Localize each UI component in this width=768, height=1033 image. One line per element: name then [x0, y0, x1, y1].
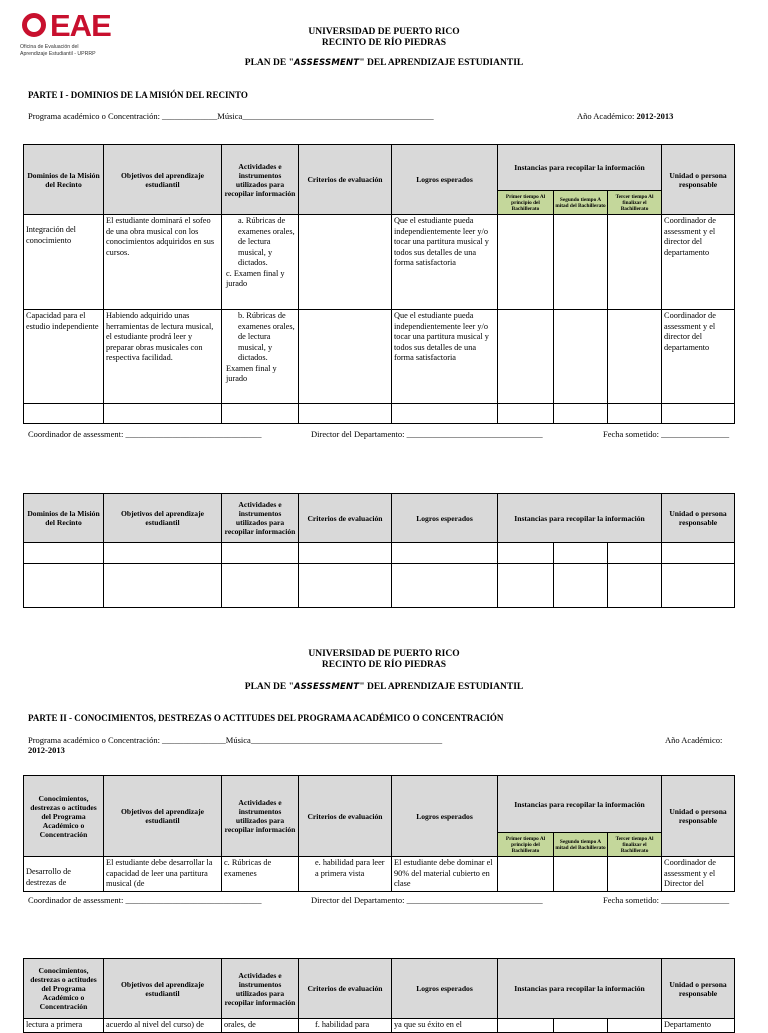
- table-row: [24, 404, 735, 424]
- table-row: [24, 310, 735, 404]
- objetivo-cell: El estudiante dominará el sofeo de una obra musical con los conocimientos adquiridos en sus cursos.: [104, 215, 222, 310]
- header-logros: Logros esperados: [392, 776, 498, 857]
- header-objetivos: Objetivos del aprendizaje estudiantil: [104, 494, 222, 543]
- unidad-cell: Departamento: [662, 1019, 735, 1033]
- objetivo-cell: Habiendo adquirido unas herramientas de lectura musical, el estudiante prodrá leer y preparar obras musicales con respectiva facilidad.: [104, 310, 222, 404]
- header-conocimientos: Conocimientos, destrezas o actitudes del Programa Académico o Concentración: [24, 776, 104, 857]
- actividades-text: a. Rúbricas de examenes orales, de lectura musical, y dictados.: [238, 216, 295, 267]
- header-unidad: Unidad o persona responsable: [662, 145, 735, 215]
- header-criterios: Criterios de evaluación: [299, 776, 392, 857]
- criterios-cell: [299, 310, 392, 404]
- header-tercer-tiempo: Tercer tiempo Al finalizar el Bachillerato: [608, 191, 662, 215]
- director-signature-line-2: Director del Departamento: ________________________________: [311, 895, 543, 905]
- actividades-cell: [222, 310, 299, 404]
- header-criterios: Criterios de evaluación: [299, 494, 392, 543]
- fecha-sometido-line: Fecha sometido: ________________: [603, 429, 730, 439]
- objetivo-cell: El estudiante debe desarrollar la capacidad de leer una partitura musical (de: [104, 857, 222, 892]
- actividades-cell: c. Rúbricas de examenes: [222, 857, 299, 892]
- logo-subtitle-2: Aprendizaje Estudiantil - UPRRP: [20, 51, 96, 57]
- university-name-2: UNIVERSIDAD DE PUERTO RICO: [308, 649, 460, 659]
- header-instancias: Instancias para recopilar la información: [498, 494, 662, 543]
- table-row: [24, 543, 735, 564]
- assessment-table-1: [23, 144, 735, 424]
- instancia-3-cell: [608, 310, 662, 404]
- actividades-cell: [222, 215, 299, 310]
- program-line-2: Programa académico o Concentración: _______________Música_____________________________________________: [28, 735, 443, 745]
- university-name: UNIVERSIDAD DE PUERTO RICO: [308, 27, 460, 37]
- header-unidad: Unidad o persona responsable: [662, 959, 735, 1019]
- plan-title-c: " DEL APRENDIZAJE ESTUDIANTIL: [359, 58, 524, 68]
- academic-year: [577, 111, 673, 121]
- plan-title-a: PLAN DE ": [244, 682, 294, 692]
- header-actividades: Actividades e instrumentos utilizados para recopilar información: [222, 145, 299, 215]
- academic-year-value-2: 2012-2013: [28, 745, 65, 755]
- header-instancias: Instancias para recopilar la información: [498, 776, 662, 833]
- parte-ii-heading: PARTE II - CONOCIMIENTOS, DESTREZAS O ACTITUDES DEL PROGRAMA ACADÉMICO O CONCENTRACIÓN: [28, 713, 504, 723]
- unidad-cell: Coordinador de assessment y el director del departamento: [662, 215, 735, 310]
- objetivo-cell: acuerdo al nivel del curso) de: [104, 1019, 222, 1033]
- campus-name: RECINTO DE RÍO PIEDRAS: [321, 38, 447, 48]
- campus-name-2: RECINTO DE RÍO PIEDRAS: [321, 660, 447, 670]
- plan-title-b: ASSESSMENT: [293, 682, 360, 692]
- header-logros: Logros esperados: [392, 959, 498, 1019]
- instancia-2-cell: [554, 310, 608, 404]
- criterios-cell: e. habilidad para leer a primera vista: [299, 857, 392, 892]
- instancia-1-cell: [498, 215, 554, 310]
- header-actividades: Actividades e instrumentos utilizados para recopilar información: [222, 776, 299, 857]
- table-row: [24, 215, 735, 310]
- director-signature-line: Director del Departamento: ________________________________: [311, 429, 543, 439]
- header-primer-tiempo: Primer tiempo Al principio del Bachillerato: [498, 191, 554, 215]
- instancia-2-cell: [554, 215, 608, 310]
- header-unidad: Unidad o persona responsable: [662, 776, 735, 857]
- header-unidad: Unidad o persona responsable: [662, 494, 735, 543]
- logros-cell: Que el estudiante pueda independientemente leer y/o tocar una partitura musical y todos sus detalles de una forma satisfactoria: [392, 310, 498, 404]
- table-row: [24, 564, 735, 608]
- plan-title: [0, 58, 768, 68]
- header-actividades: Actividades e instrumentos utilizados para recopilar información: [222, 959, 299, 1019]
- header-logros: Logros esperados: [392, 145, 498, 215]
- logo-subtitle-1: Oficina de Evaluación del: [20, 44, 79, 50]
- header-criterios: Criterios de evaluación: [299, 145, 392, 215]
- fecha-sometido-line-2: Fecha sometido: ________________: [603, 895, 730, 905]
- actividades-extra: c. Examen final y jurado: [226, 268, 285, 288]
- header-segundo-tiempo: Segundo tiempo A mitad del Bachillerato: [554, 833, 608, 857]
- assessment-table-3: [23, 775, 735, 892]
- dominio-cell: Capacidad para el estudio independiente: [24, 310, 104, 404]
- header-logros: Logros esperados: [392, 494, 498, 543]
- academic-year-label: Año Académico:: [577, 111, 637, 121]
- actividades-text: b. Rúbricas de examenes orales, de lectura musical, y dictados.: [238, 311, 295, 362]
- parte-heading: PARTE I - DOMINIOS DE LA MISIÓN DEL RECINTO: [28, 90, 248, 100]
- unidad-cell: Coordinador de assessment y el director del departamento: [662, 310, 735, 404]
- conocimiento-cell: Desarrollo de destrezas de: [24, 857, 104, 892]
- header-conocimientos: Conocimientos, destrezas o actitudes del Programa Académico o Concentración: [24, 959, 104, 1019]
- header-objetivos: Objetivos del aprendizaje estudiantil: [104, 959, 222, 1019]
- assessment-table-2: [23, 493, 735, 608]
- unidad-cell: Coordinador de assessment y el Director del: [662, 857, 735, 892]
- logros-cell: El estudiante debe dominar el 90% del material cubierto en clase: [392, 857, 498, 892]
- header-segundo-tiempo: Segundo tiempo A mitad del Bachillerato: [554, 191, 608, 215]
- header-instancias: Instancias para recopilar la información: [498, 959, 662, 1019]
- table-row: [24, 1019, 735, 1033]
- header-criterios: Criterios de evaluación: [299, 959, 392, 1019]
- actividades-extra: Examen final y jurado: [226, 363, 277, 383]
- assessment-table-4: [23, 958, 735, 1033]
- header-instancias: Instancias para recopilar la información: [498, 145, 662, 191]
- header-actividades: Actividades e instrumentos utilizados para recopilar información: [222, 494, 299, 543]
- plan-title-2: [0, 682, 768, 692]
- academic-year-label-2: Año Académico:: [665, 735, 723, 745]
- header-dominios: Dominios de la Misión del Recinto: [24, 494, 104, 543]
- criterios-cell: [299, 215, 392, 310]
- instancia-1-cell: [498, 310, 554, 404]
- header-dominios: Dominios de la Misión del Recinto: [24, 145, 104, 215]
- plan-title-c: " DEL APRENDIZAJE ESTUDIANTIL: [359, 682, 524, 692]
- plan-title-a: PLAN DE ": [244, 58, 294, 68]
- logros-cell: Que el estudiante pueda independientemente leer y/o tocar una partitura musical y todos sus detalles de una forma satisfactoria: [392, 215, 498, 310]
- instancia-3-cell: [608, 215, 662, 310]
- criterios-cell: f. habilidad para: [299, 1019, 392, 1033]
- header-primer-tiempo: Primer tiempo Al principio del Bachillerato: [498, 833, 554, 857]
- plan-title-b: ASSESSMENT: [293, 58, 360, 68]
- dominio-cell: Integración del conocimiento: [24, 215, 104, 310]
- academic-year-value: 2012-2013: [636, 111, 674, 121]
- header-objetivos: Objetivos del aprendizaje estudiantil: [104, 145, 222, 215]
- coordinador-signature-line: Coordinador de assessment: ________________________________: [28, 429, 262, 439]
- coordinador-signature-line-2: Coordinador de assessment: ________________________________: [28, 895, 262, 905]
- logo-wordmark: EAE: [50, 8, 111, 43]
- program-line: Programa académico o Concentración: _____________Música_____________________________________________: [28, 111, 434, 121]
- logros-cell: ya que su éxito en el: [392, 1019, 498, 1033]
- actividades-cell: orales, de: [222, 1019, 299, 1033]
- table-row: [24, 857, 735, 892]
- conocimiento-cell: lectura a primera: [24, 1019, 104, 1033]
- header-tercer-tiempo: Tercer tiempo Al finalizar el Bachillerato: [608, 833, 662, 857]
- header-objetivos: Objetivos del aprendizaje estudiantil: [104, 776, 222, 857]
